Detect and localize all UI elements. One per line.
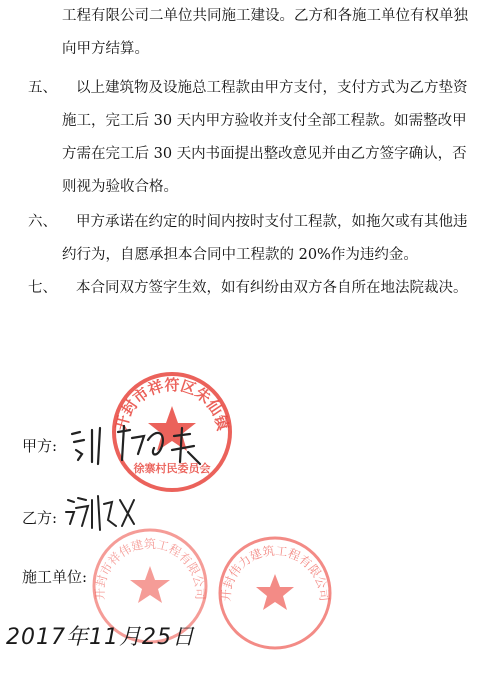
clause-5-line-3: 方需在完工后 30 天内书面提出整改意见并由乙方签字确认，否 <box>62 146 467 162</box>
clause-5-line-4: 则视为验收合格。 <box>62 179 178 195</box>
party-b-signature <box>64 490 144 536</box>
seal-3-text: 开封伟力建筑工程有限公司 <box>218 543 332 602</box>
clause-6-number: 六、 <box>28 214 57 230</box>
clause-4-cont-line-2: 向甲方结算。 <box>62 41 149 57</box>
contractor-label: 施工单位: <box>22 568 88 586</box>
party-a-label: 甲方: <box>22 437 58 455</box>
clause-5-line-2: 施工，完工后 30 天内甲方验收并支付全部工程款。如需整改甲 <box>62 113 467 129</box>
clause-6-line-2: 约行为，自愿承担本合同中工程款的 20%作为违约金。 <box>62 247 418 263</box>
seal-1-subtext: 徐寨村民委员会 <box>133 462 211 475</box>
clause-5-line-1: 以上建筑物及设施总工程款由甲方支付，支付方式为乙方垫资 <box>76 80 468 96</box>
seal-1-text: 开封市祥符区朱仙镇 <box>112 376 232 433</box>
party-a-signature <box>66 420 216 470</box>
clause-4-cont-line-1: 工程有限公司二单位共同施工建设。乙方和各施工单位有权单独 <box>62 8 468 24</box>
clause-7-line-1: 本合同双方签字生效，如有纠纷由双方各自所在地法院裁决。 <box>76 280 468 296</box>
seal-2-text: 开封市祥伟建筑工程有限公司 <box>92 537 208 600</box>
clause-7-number: 七、 <box>28 280 57 296</box>
construction-company-seal-2 <box>214 532 336 654</box>
clause-6-line-1: 甲方承诺在约定的时间内按时支付工程款，如拖欠或有其他违 <box>76 214 468 230</box>
clause-5-number: 五、 <box>28 80 57 96</box>
party-b-label: 乙方: <box>22 509 58 527</box>
handwritten-date: 2017年11月25日 <box>6 625 195 650</box>
